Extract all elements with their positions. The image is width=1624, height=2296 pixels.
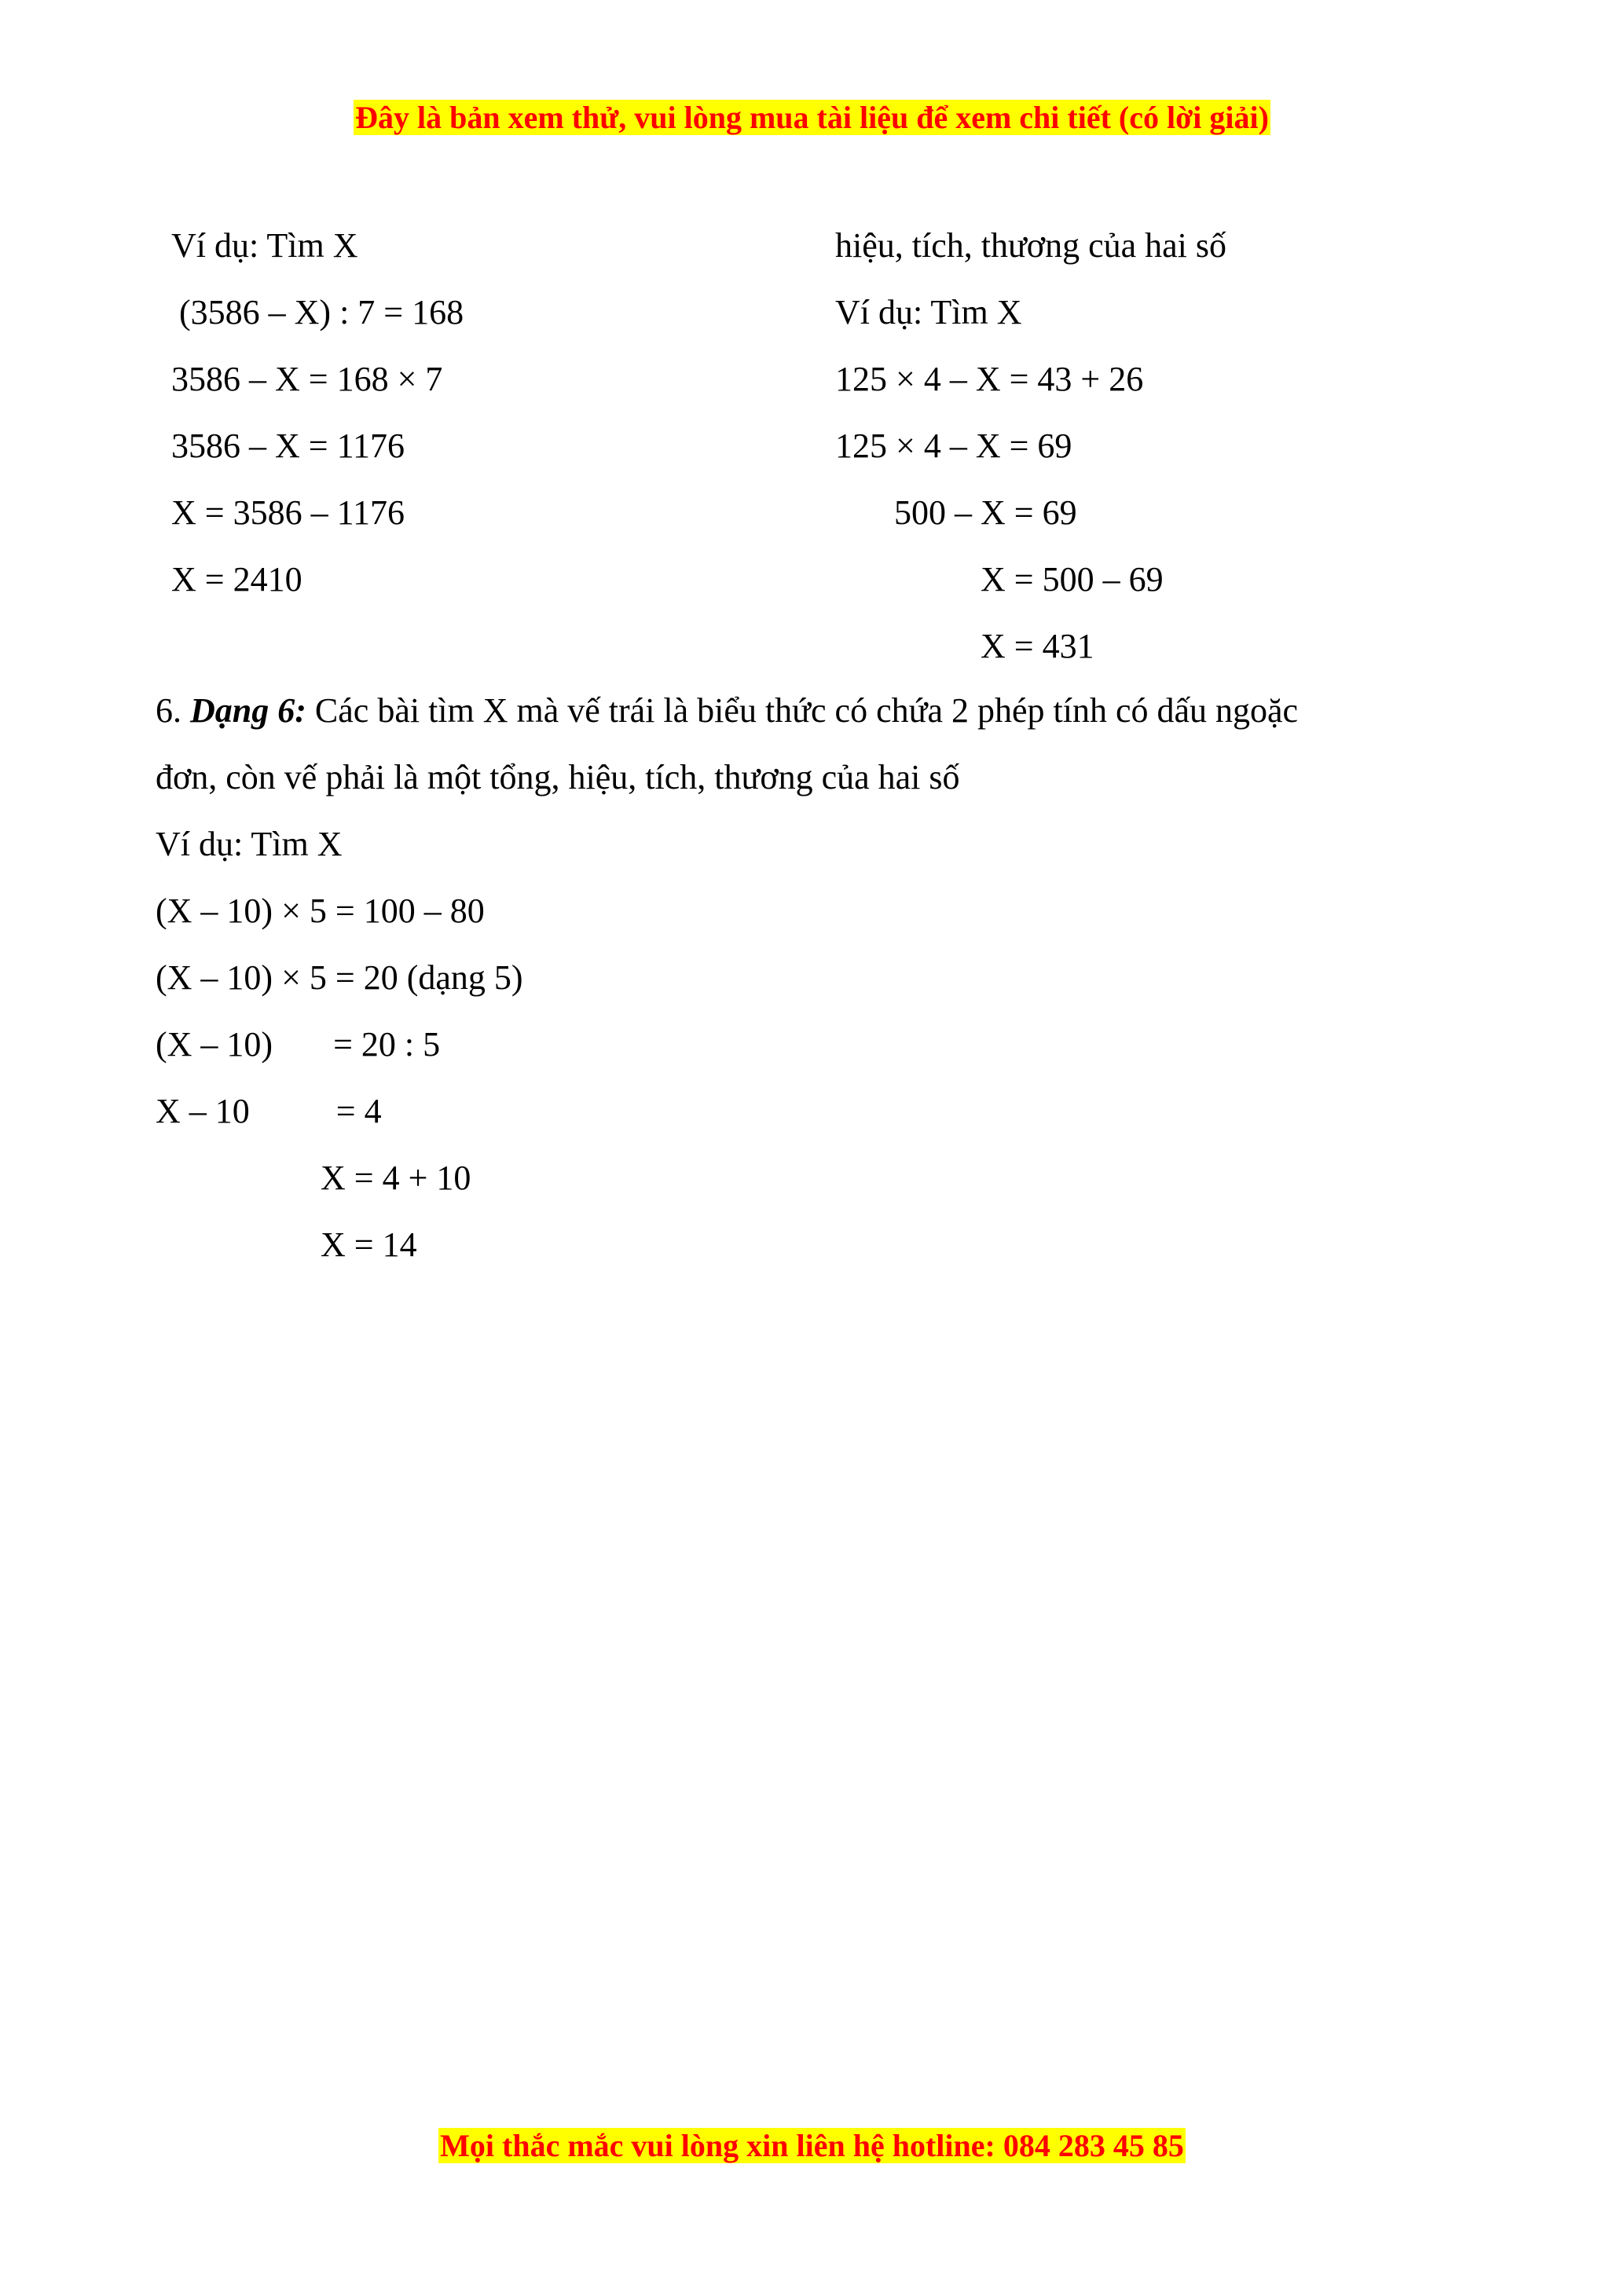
hotline-banner — [0, 2127, 1624, 2165]
section-6-heading — [156, 690, 1298, 732]
left-step-3: 3586 – X = 1176 — [171, 427, 405, 465]
left-step-1: (3586 – X) : 7 = 168 — [179, 293, 464, 331]
hotline-text: Mọi thắc mắc vui lòng xin liên hệ hotline: 084 283 45 85 — [440, 2128, 1184, 2163]
section-6-step-3: (X – 10) = 20 : 5 — [156, 1025, 441, 1064]
left-example-label: Ví dụ: Tìm X — [171, 226, 358, 265]
section-6-step-6: X = 14 — [321, 1225, 417, 1264]
right-example-label: Ví dụ: Tìm X — [835, 293, 1022, 331]
right-heading-continuation: hiệu, tích, thương của hai số — [835, 226, 1227, 265]
section-6-step-1: (X – 10) × 5 = 100 – 80 — [156, 892, 485, 930]
section-6-step-5: X = 4 + 10 — [321, 1159, 471, 1197]
section-6-number: 6. — [156, 691, 181, 730]
preview-notice-banner — [0, 99, 1624, 137]
section-6-description-continued: đơn, còn vế phải là một tổng, hiệu, tích, thương của hai số — [156, 758, 960, 796]
right-step-1: 125 × 4 – X = 43 + 26 — [835, 360, 1144, 398]
right-step-4: X = 500 – 69 — [981, 560, 1164, 599]
section-6-title: Dạng 6: — [190, 691, 306, 730]
left-step-4: X = 3586 – 1176 — [171, 493, 405, 532]
right-step-2: 125 × 4 – X = 69 — [835, 427, 1072, 465]
preview-notice-text: Đây là bản xem thử, vui lòng mua tài liệu để xem chi tiết (có lời giải) — [355, 100, 1269, 135]
left-step-5: X = 2410 — [171, 560, 302, 599]
left-step-2: 3586 – X = 168 × 7 — [171, 360, 443, 398]
section-6-description: Các bài tìm X mà vế trái là biểu thức có chứa 2 phép tính có dấu ngoặc — [314, 691, 1299, 730]
right-step-5: X = 431 — [981, 627, 1094, 665]
section-6-step-4: X – 10 = 4 — [156, 1092, 382, 1130]
right-step-3: 500 – X = 69 — [894, 493, 1077, 532]
section-6-step-2: (X – 10) × 5 = 20 (dạng 5) — [156, 958, 523, 997]
section-6-example-label: Ví dụ: Tìm X — [156, 825, 343, 863]
